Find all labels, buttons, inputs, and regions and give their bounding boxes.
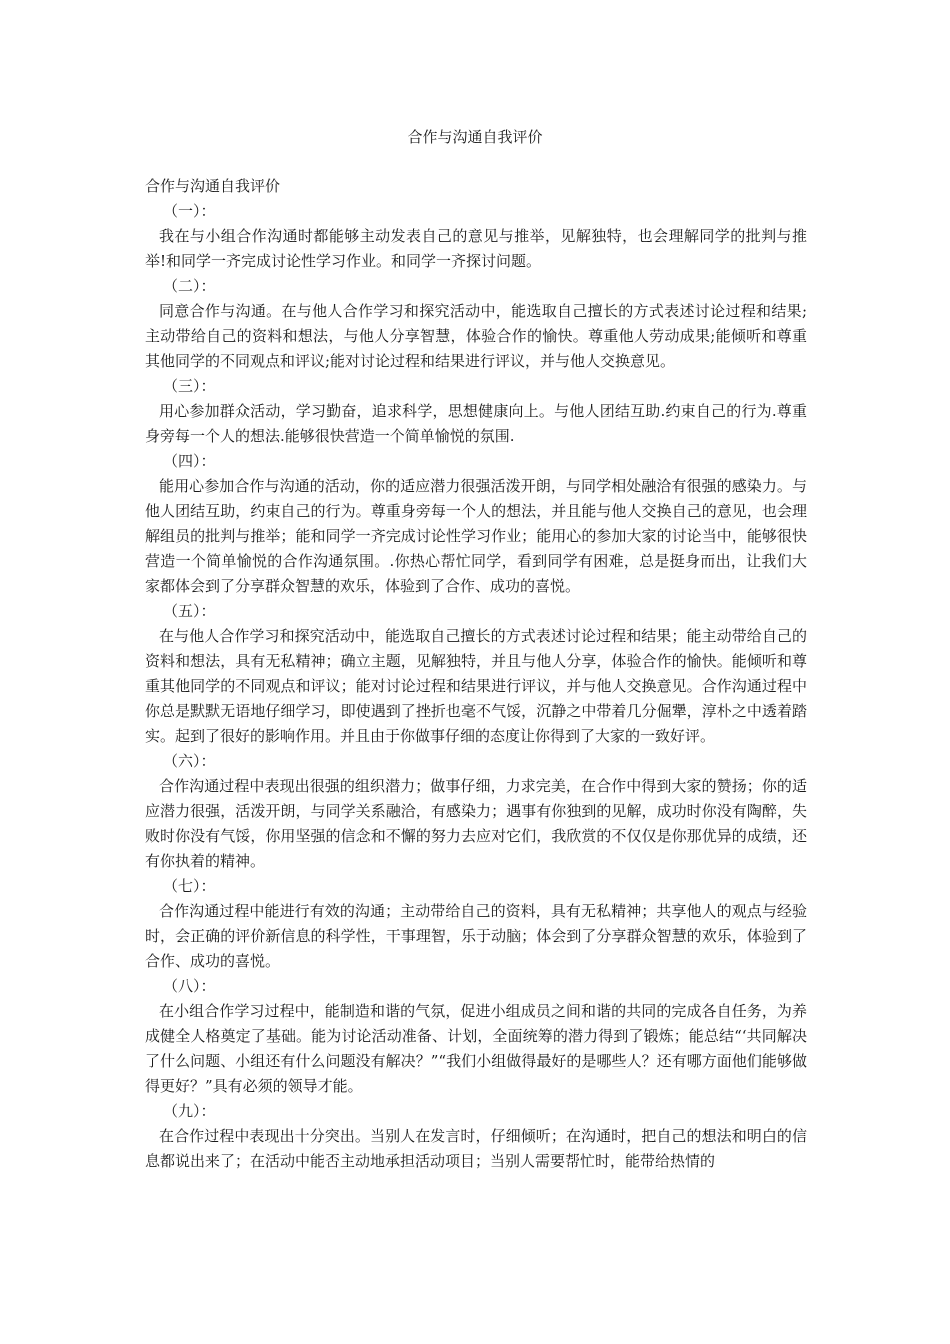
section-text-9: 在合作过程中表现出十分突出。当别人在发言时，仔细倾听；在沟通时，把自己的想法和明白的信息都说出来了；在活动中能否主动地承担活动项目；当别人需要帮忙时，能带给热情的 bbox=[145, 1127, 807, 1170]
document-body bbox=[145, 174, 807, 1174]
section-text-1: 我在与小组合作沟通时都能够主动发表自己的意见与推举，见解独特，也会理解同学的批判与推举!和同学一齐完成讨论性学习作业。和同学一齐探讨问题。 bbox=[145, 227, 807, 270]
section-text-3: 用心参加群众活动，学习勤奋，追求科学，思想健康向上。与他人团结互助.约束自己的行为.尊重身旁每一个人的想法.能够很快营造一个简单愉悦的氛围. bbox=[145, 402, 807, 445]
section-label-4: （四）： bbox=[163, 452, 216, 470]
section-text-4: 能用心参加合作与沟通的活动，你的适应潜力很强活泼开朗，与同学相处融洽有很强的感染力。与他人团结互助，约束自己的行为。尊重身旁每一个人的想法，并且能与他人交换自己的意见，也会理解组员的批判与推举；能和同学一齐完成讨论性学习作业；能用心的参加大家的讨论当中，能够很快营造一个简单愉悦的合作沟通氛围。.你热心帮忙同学，看到同学有困难，总是挺身而出，让我们大家都体会到了分享群众智慧的欢乐，体验到了合作、成功的喜悦。 bbox=[145, 477, 807, 595]
document-title: 合作与沟通自我评价 bbox=[407, 128, 543, 146]
section-label-3: （三）： bbox=[163, 377, 216, 395]
section-label-1: （一）： bbox=[163, 202, 216, 220]
section-text-2: 同意合作与沟通。在与他人合作学习和探究活动中，能选取自己擅长的方式表述讨论过程和结果;主动带给自己的资料和想法，与他人分享智慧，体验合作的愉快。尊重他人劳动成果;能倾听和尊重其他同学的不同观点和评议;能对讨论过程和结果进行评议，并与他人交换意见。 bbox=[145, 302, 807, 370]
section-label-2: （二）： bbox=[163, 277, 216, 295]
section-text-5: 在与他人合作学习和探究活动中，能选取自己擅长的方式表述讨论过程和结果；能主动带给自己的资料和想法，具有无私精神；确立主题，见解独特，并且与他人分享，体验合作的愉快。能倾听和尊重其他同学的不同观点和评议；能对讨论过程和结果进行评议，并与他人交换意见。合作沟通过程中你总是默默无语地仔细学习，即使遇到了挫折也毫不气馁，沉静之中带着几分倔犟，淳朴之中透着踏实。起到了很好的影响作用。并且由于你做事仔细的态度让你得到了大家的一致好评。 bbox=[145, 627, 807, 745]
section-text-8: 在小组合作学习过程中，能制造和谐的气氛，促进小组成员之间和谐的共同的完成各自任务，为养成健全人格奠定了基础。能为讨论活动准备、计划，全面统筹的潜力得到了锻炼；能总结“‘共同解决了什么问题、小组还有什么问题没有解决？”“我们小组做得最好的是哪些人？还有哪方面他们能够做得更好？”具有必须的领导才能。 bbox=[145, 1002, 807, 1095]
section-label-8: （八）： bbox=[163, 977, 216, 995]
section-text-6: 合作沟通过程中表现出很强的组织潜力；做事仔细，力求完美，在合作中得到大家的赞扬；你的适应潜力很强，活泼开朗，与同学关系融洽，有感染力；遇事有你独到的见解，成功时你没有陶醉，失败时你没有气馁，你用坚强的信念和不懈的努力去应对它们，我欣赏的不仅仅是你那优异的成绩，还有你执着的精神。 bbox=[145, 777, 807, 870]
section-label-6: （六）： bbox=[163, 752, 216, 770]
section-text-7: 合作沟通过程中能进行有效的沟通；主动带给自己的资料，具有无私精神；共享他人的观点与经验时，会正确的评价新信息的科学性，干事理智，乐于动脑；体会到了分享群众智慧的欢乐，体验到了合作、成功的喜悦。 bbox=[145, 902, 807, 970]
section-label-7: （七）： bbox=[163, 877, 216, 895]
document-subtitle: 合作与沟通自我评价 bbox=[145, 177, 281, 195]
section-label-5: （五）： bbox=[163, 602, 216, 620]
section-label-9: （九）： bbox=[163, 1102, 216, 1120]
